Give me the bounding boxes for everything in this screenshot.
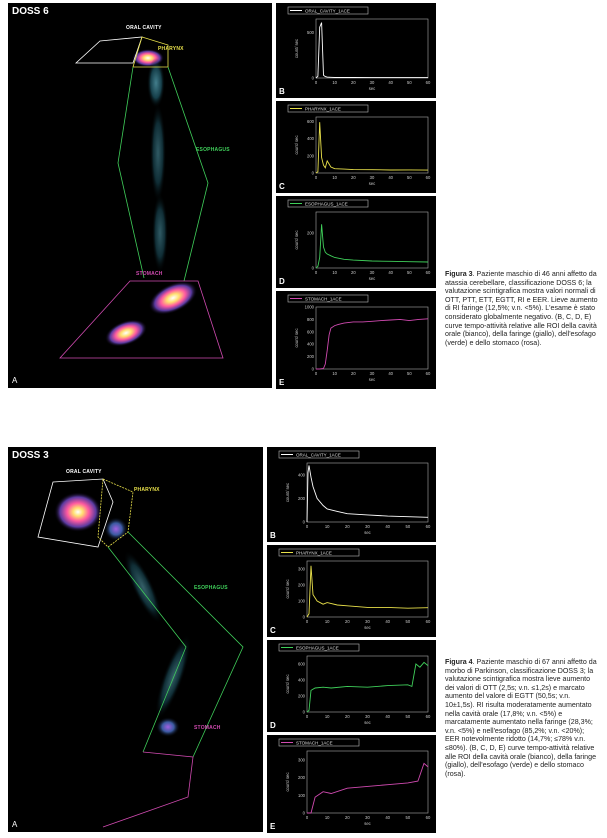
series-line [316,122,428,173]
y-tick-label: 200 [298,775,305,781]
x-tick-label: 10 [332,175,338,180]
image-letter: A [12,376,18,385]
panel-e [267,735,436,833]
figure3-scintigraphy-image [8,3,272,388]
x-tick-label: 20 [350,270,356,275]
y-tick-label: 200 [298,495,305,501]
panel-letter: B [279,87,285,96]
plot-frame [316,117,428,173]
figure3-scan-svg [8,3,272,388]
y-tick-label: 400 [307,136,314,142]
y-axis-label: count/ sec [294,328,299,348]
y-tick-label: 300 [298,757,305,763]
stomach-activity-blob [144,274,203,321]
x-tick-label: 20 [350,80,356,85]
plot-frame [316,212,428,268]
x-axis-label: sec [368,181,376,186]
x-axis-label: sec [364,625,371,630]
panel-letter: D [279,277,285,286]
x-tick-label: 60 [425,270,431,275]
series-line [307,662,428,712]
x-tick-label: 30 [365,619,370,624]
x-tick-label: 60 [425,80,431,85]
legend-label: ESOPHAGUS_1ACE [296,645,339,651]
panel-d-chart [267,640,436,732]
panel-c-chart [276,101,436,193]
x-tick-label: 50 [406,175,412,180]
x-tick-label: 40 [388,175,394,180]
x-tick-label: 20 [344,815,350,820]
legend-label: ORAL_CAVITY_1ACE [296,452,341,458]
x-tick-label: 40 [388,371,394,376]
oral-cavity-roi [76,37,142,63]
x-tick-label: 50 [406,371,412,376]
x-tick-label: 0 [305,524,309,529]
x-tick-label: 10 [332,80,338,85]
figure3-caption [445,270,600,347]
legend-label: STOMACH_1ACE [305,296,342,302]
x-tick-label: 0 [305,815,309,820]
panel-letter: E [279,378,285,387]
x-axis-label: sec [364,530,371,535]
y-tick-label: 0 [302,519,305,525]
plot-frame [307,463,428,522]
oral-cavity-label: ORAL CAVITY [66,469,102,475]
esophagus-roi-right [168,67,208,281]
legend-label: ESOPHAGUS_1ACE [305,201,348,207]
x-axis-label: sec [368,377,376,382]
image-letter: A [12,820,18,829]
panel-letter: E [270,822,276,831]
legend-label: PHARYNX_1ACE [305,106,341,112]
x-tick-label: 30 [369,371,375,376]
stomach-roi [103,752,193,827]
y-tick-label: 100 [298,792,305,798]
panel-d [276,196,436,288]
x-tick-label: 20 [350,175,356,180]
y-tick-label: 400 [298,677,305,683]
y-tick-label: 0 [311,265,314,271]
stomach-label: STOMACH [194,725,221,731]
figure4-scan-svg [8,447,263,832]
panel-c-chart [267,545,436,637]
x-tick-label: 60 [425,524,431,529]
x-tick-label: 10 [324,619,330,624]
plot-frame [316,19,428,78]
x-tick-label: 10 [324,815,330,820]
x-axis-label: sec [368,86,376,91]
y-tick-label: 500 [307,30,314,36]
x-tick-label: 20 [350,371,356,376]
esophagus-roi-left [118,67,144,278]
y-axis-label: count/ sec [285,674,290,694]
y-axis-label: count/ sec [285,772,290,792]
pharynx-label: PHARYNX [158,46,184,52]
caption-title: Figura 3 [445,270,473,278]
series-line [307,465,428,522]
x-tick-label: 30 [369,80,375,85]
legend-label: PHARYNX_1ACE [296,550,332,556]
y-tick-label: 200 [298,693,305,699]
x-tick-label: 30 [365,524,370,529]
panel-b-chart [267,447,436,542]
x-tick-label: 50 [406,270,412,275]
x-tick-label: 20 [344,714,350,719]
series-line [316,224,428,268]
oral-activity-blob [54,492,102,532]
x-tick-label: 10 [324,524,330,529]
x-tick-label: 10 [324,714,330,719]
x-tick-label: 50 [405,815,411,820]
x-tick-label: 50 [405,714,411,719]
stomach-activity-blob [156,717,180,737]
x-tick-label: 0 [305,619,309,624]
plot-frame [307,561,428,617]
panel-c [267,545,436,637]
y-tick-label: 0 [311,170,314,176]
x-tick-label: 50 [405,619,411,624]
x-tick-label: 40 [388,80,394,85]
panel-e-chart [267,735,436,833]
x-tick-label: 0 [305,714,309,719]
series-line [316,319,428,369]
x-tick-label: 60 [425,714,431,719]
x-tick-label: 30 [365,815,370,820]
panel-e [276,291,436,389]
panel-letter: D [270,721,276,730]
y-axis-label: count/ sec [294,135,299,155]
x-tick-label: 50 [406,80,412,85]
x-tick-label: 0 [314,270,318,275]
caption-body: . Paziente maschio di 67 anni affetto da morbo di Parkinson, classificazione DOSS 3; la valutazione scintigrafica mostra lieve aumento dei valori di OTT (2,5s; v.n. ≤1,2s) e marcato aumento del valore di EGTT (50,5s; v.n. 10±1,5s). RI risulta moderatamente aumentato nella cavità orale (17,8%; v.n. <5%) e marcatamente aumentato nella faringe (28,3%; v.n. <5%) e nell'esofago (85,2%; v.n. <20%); EER notevolmente ridotto (14,7%; ≤78% v.n. ≤80%). (B, C, D, E) curve tempo-attività relative alle ROI della cavità orale (bianco), della faringe (giallo), dell'esofago (verde) e dello stomaco (rosa). [445,658,597,778]
panel-b-chart [276,3,436,98]
x-tick-label: 20 [344,524,350,529]
y-tick-label: 100 [298,598,305,604]
y-tick-label: 200 [307,354,314,360]
plot-frame [307,656,428,712]
figure4-scintigraphy-image [8,447,263,832]
y-axis-label: count/ sec [285,579,290,599]
series-line [307,763,428,813]
panel-letter: C [279,182,285,191]
y-tick-label: 600 [307,118,314,124]
stomach-roi [60,281,223,358]
y-tick-label: 600 [307,329,314,335]
panel-c [276,101,436,193]
figure4-caption [445,658,600,778]
panel-d [267,640,436,732]
panel-d-chart [276,196,436,288]
x-tick-label: 40 [388,270,394,275]
x-tick-label: 60 [425,371,431,376]
x-tick-label: 20 [344,619,350,624]
panel-letter: B [270,531,276,540]
plot-frame [316,307,428,369]
doss-label: DOSS 6 [12,6,49,17]
plot-frame [307,751,428,813]
pharynx-label: PHARYNX [134,487,160,493]
esophagus-label: ESOPHAGUS [196,147,230,153]
x-axis-label: sec [368,276,376,281]
series-line [316,23,428,78]
y-axis-label: count/ sec [285,482,290,503]
x-tick-label: 60 [425,175,431,180]
y-tick-label: 400 [298,472,305,478]
caption-title: Figura 4 [445,658,473,666]
y-tick-label: 0 [311,366,314,372]
legend-label: ORAL_CAVITY_1ACE [305,8,350,14]
y-tick-label: 200 [298,582,305,588]
y-tick-label: 200 [307,153,314,159]
x-tick-label: 30 [365,714,370,719]
legend-label: STOMACH_1ACE [296,740,333,746]
x-tick-label: 40 [385,524,391,529]
y-tick-label: 400 [307,341,314,347]
y-axis-label: count/ sec [294,230,299,250]
doss-label: DOSS 3 [12,450,49,461]
x-tick-label: 0 [314,80,318,85]
y-tick-label: 1000 [304,304,314,310]
oral-cavity-label: ORAL CAVITY [126,25,162,31]
panel-e-chart [276,291,436,389]
y-tick-label: 0 [302,614,305,620]
y-tick-label: 0 [311,75,314,81]
stomach-label: STOMACH [136,271,163,277]
y-tick-label: 800 [307,316,314,322]
caption-body: . Paziente maschio di 46 anni affetto da atassia cerebellare, classificazione DOSS 6; la valutazione scintigrafica mostra valori normali di OTT, PTT, ETT, EGTT, RI e EER. Lieve aumento di RI faringe (12,5%; v.n. <5%). L'esame è stato considerato globalmente negativo. (B, C, D, E) curve tempo-attività relative alle ROI della cavità orale (bianco), della faringe (giallo), dell'esofago (verde) e dello stomaco (rosa). [445,270,598,347]
x-tick-label: 10 [332,371,338,376]
x-tick-label: 50 [405,524,411,529]
x-tick-label: 30 [369,270,375,275]
panel-letter: C [270,626,276,635]
y-tick-label: 200 [307,230,314,236]
y-axis-label: count/ sec [294,38,299,59]
x-tick-label: 0 [314,175,318,180]
x-tick-label: 40 [385,815,391,820]
esophagus-label: ESOPHAGUS [194,585,228,591]
series-line [307,566,428,617]
x-tick-label: 60 [425,619,431,624]
x-tick-label: 10 [332,270,338,275]
x-tick-label: 0 [314,371,318,376]
panel-b [276,3,436,98]
x-tick-label: 40 [385,714,391,719]
x-tick-label: 30 [369,175,375,180]
panel-b [267,447,436,542]
y-tick-label: 300 [298,566,305,572]
x-tick-label: 60 [425,815,431,820]
y-tick-label: 0 [302,709,305,715]
x-axis-label: sec [364,720,371,725]
x-axis-label: sec [364,821,371,826]
y-tick-label: 600 [298,661,305,667]
y-tick-label: 0 [302,810,305,816]
x-tick-label: 40 [385,619,391,624]
